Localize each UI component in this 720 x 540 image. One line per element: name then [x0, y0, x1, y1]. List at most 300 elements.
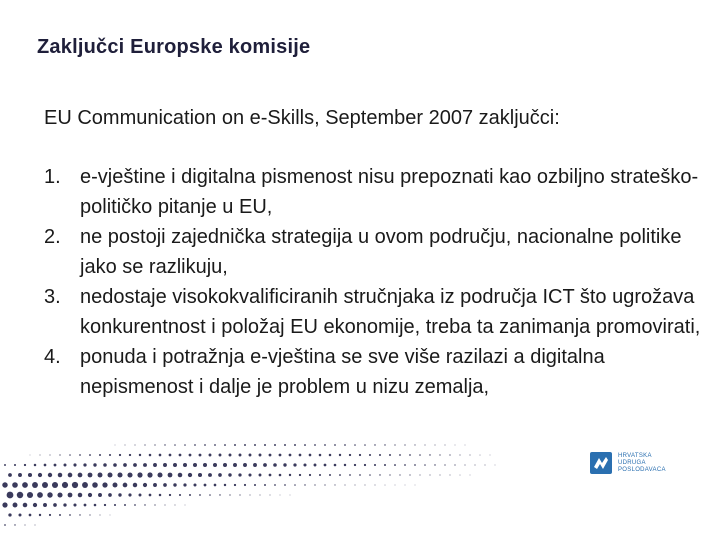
halftone-dot	[279, 474, 282, 477]
halftone-dot	[419, 454, 421, 456]
halftone-dot	[82, 482, 88, 488]
halftone-dot	[113, 463, 117, 467]
halftone-dot	[154, 444, 155, 445]
halftone-dot	[324, 484, 325, 485]
halftone-dot	[274, 484, 276, 486]
halftone-dot	[394, 444, 395, 445]
halftone-dot	[263, 463, 267, 467]
halftone-dot	[32, 482, 38, 488]
halftone-dot	[104, 504, 106, 506]
halftone-dot	[73, 463, 76, 466]
halftone-dot	[329, 474, 331, 476]
halftone-dot	[314, 464, 317, 467]
halftone-dot	[83, 463, 86, 466]
halftone-dot	[254, 484, 256, 486]
halftone-dot	[47, 492, 52, 497]
halftone-dot	[429, 454, 430, 455]
halftone-dot	[92, 482, 98, 488]
halftone-dot	[314, 484, 315, 485]
halftone-dot	[73, 503, 76, 506]
halftone-dot	[143, 483, 147, 487]
halftone-dot	[334, 444, 336, 446]
halftone-dot	[289, 454, 292, 457]
halftone-dot	[299, 474, 301, 476]
halftone-dot	[79, 454, 81, 456]
halftone-dot	[304, 444, 306, 446]
halftone-dot	[464, 464, 465, 465]
halftone-dot	[153, 483, 157, 487]
halftone-dot	[24, 524, 25, 525]
halftone-dot	[29, 514, 32, 517]
halftone-dot	[219, 454, 222, 457]
slide-title: Zaključci Europske komisije	[37, 36, 311, 58]
halftone-dot	[414, 444, 415, 445]
halftone-dot	[460, 475, 461, 476]
halftone-dot	[168, 473, 173, 478]
halftone-dot	[385, 485, 386, 486]
halftone-dot	[110, 515, 111, 516]
list-item-number: 3.	[44, 286, 61, 308]
halftone-dot	[12, 482, 18, 488]
halftone-dot	[129, 454, 131, 456]
halftone-dot	[14, 524, 15, 525]
halftone-dot	[22, 482, 28, 488]
halftone-dot	[139, 454, 141, 456]
halftone-dot	[344, 444, 346, 446]
halftone-dot	[144, 444, 145, 445]
halftone-dot	[384, 464, 386, 466]
halftone-dot	[234, 484, 236, 486]
halftone-dot	[238, 473, 241, 476]
halftone-dot	[183, 463, 187, 467]
halftone-dot	[123, 463, 127, 467]
halftone-dot	[259, 474, 262, 477]
halftone-dot	[134, 444, 135, 445]
halftone-dot	[2, 502, 7, 507]
halftone-dot	[13, 503, 18, 508]
logo-line-3: POSLODAVACA	[618, 466, 666, 473]
halftone-dot	[128, 493, 131, 496]
halftone-dot	[239, 494, 240, 495]
halftone-dot	[208, 473, 212, 477]
halftone-dot	[409, 474, 410, 475]
list-item	[44, 222, 704, 282]
halftone-dot	[405, 485, 406, 486]
halftone-dot	[7, 492, 14, 499]
halftone-dot	[185, 505, 186, 506]
halftone-dot	[404, 444, 405, 445]
halftone-dot	[34, 464, 37, 467]
halftone-dot	[280, 495, 281, 496]
halftone-dot	[169, 494, 171, 496]
halftone-dot	[289, 474, 291, 476]
halftone-dot	[324, 444, 326, 446]
halftone-dot	[33, 503, 37, 507]
halftone-dot	[324, 464, 327, 467]
halftone-dot	[159, 454, 162, 457]
hup-logo-text	[618, 453, 666, 474]
halftone-dot	[8, 473, 12, 477]
list-item	[44, 162, 704, 222]
halftone-dot	[24, 464, 26, 466]
conclusions-list	[44, 162, 704, 402]
halftone-dot	[374, 464, 376, 466]
halftone-dot	[49, 454, 50, 455]
halftone-dot	[48, 473, 52, 477]
list-item-text: nedostaje visokokvalificiranih stručnjaka iz područja ICT što ugrožava konkurentnost i položaj EU ekonomije, treba ta zanimanja promovirati,	[80, 286, 701, 338]
halftone-dot	[44, 464, 47, 467]
halftone-dot	[459, 454, 460, 455]
halftone-dot	[279, 454, 282, 457]
halftone-dot	[329, 454, 332, 457]
halftone-dot	[89, 514, 90, 515]
halftone-dot	[134, 504, 136, 506]
halftone-dot	[233, 463, 237, 467]
halftone-dot	[465, 445, 466, 446]
halftone-dot	[23, 503, 28, 508]
halftone-dot	[309, 454, 312, 457]
halftone-dot	[399, 474, 400, 475]
halftone-dot	[214, 484, 217, 487]
list-item-number: 1.	[44, 166, 61, 188]
halftone-dot	[364, 464, 366, 466]
halftone-dot	[124, 504, 126, 506]
halftone-dot	[389, 454, 391, 456]
halftone-dot	[253, 463, 257, 467]
halftone-dot	[149, 494, 152, 497]
halftone-dot	[169, 454, 172, 457]
halftone-dot	[209, 454, 212, 457]
halftone-dot	[69, 454, 71, 456]
halftone-dot	[219, 494, 220, 495]
halftone-dot	[394, 464, 396, 466]
halftone-dot	[157, 472, 162, 477]
halftone-dot	[344, 484, 345, 485]
halftone-dot	[369, 454, 371, 456]
halftone-dot	[63, 503, 66, 506]
halftone-dot	[133, 483, 137, 487]
halftone-dot	[17, 492, 23, 498]
halftone-dot	[424, 464, 426, 466]
halftone-dot	[183, 483, 186, 486]
halftone-dot	[94, 504, 97, 507]
halftone-dot	[214, 444, 216, 446]
halftone-dot	[273, 463, 277, 467]
list-item	[44, 342, 704, 402]
halftone-dot	[379, 474, 380, 475]
hup-logo-icon	[590, 452, 612, 474]
halftone-dot	[37, 492, 43, 498]
halftone-dot	[154, 504, 155, 505]
halftone-dot	[224, 444, 226, 446]
halftone-dot	[199, 454, 202, 457]
halftone-dot	[259, 454, 262, 457]
halftone-dot	[450, 475, 451, 476]
halftone-dot	[248, 473, 251, 476]
halftone-dot	[2, 482, 7, 487]
halftone-dot	[174, 444, 176, 446]
halftone-dot	[88, 493, 92, 497]
halftone-dot	[38, 473, 42, 477]
halftone-dot	[495, 465, 496, 466]
halftone-dot	[419, 474, 420, 475]
halftone-dot	[490, 455, 491, 456]
halftone-dot	[49, 514, 51, 516]
logo-line-1: HRVATSKA	[618, 452, 652, 459]
halftone-dot	[79, 514, 80, 515]
halftone-dot	[354, 444, 356, 446]
halftone-dot	[415, 485, 416, 486]
halftone-dot	[173, 463, 177, 467]
halftone-dot	[303, 463, 306, 466]
halftone-dot	[198, 473, 202, 477]
list-item-text: e-vještine i digitalna pismenost nisu prepoznati kao ozbiljno strateško-političko pitanje u EU,	[80, 166, 699, 218]
list-item-text: ne postoji zajednička strategija u ovom području, nacionalne politike jako se razlikuju,	[80, 226, 682, 278]
halftone-dot	[349, 454, 351, 456]
halftone-dot	[72, 482, 78, 488]
halftone-dot	[299, 454, 302, 457]
halftone-dot	[290, 495, 291, 496]
list-item-number: 2.	[44, 226, 61, 248]
halftone-dot	[284, 444, 286, 446]
halftone-dot	[114, 504, 116, 506]
halftone-dot	[395, 485, 396, 486]
halftone-dot	[440, 475, 441, 476]
halftone-dot	[78, 493, 83, 498]
halftone-dot	[109, 454, 111, 456]
halftone-dot	[179, 494, 181, 496]
halftone-dot	[115, 445, 116, 446]
halftone-dot	[399, 454, 401, 456]
halftone-dot	[118, 493, 121, 496]
halftone-dot	[414, 464, 416, 466]
halftone-dot	[52, 482, 58, 488]
halftone-dot	[364, 444, 366, 446]
halftone-dot	[144, 504, 145, 505]
halftone-dot	[143, 463, 147, 467]
halftone-dot	[389, 474, 390, 475]
halftone-dot	[137, 472, 142, 477]
halftone-dot	[59, 514, 61, 516]
halftone-dot	[153, 463, 157, 467]
halftone-dot	[189, 454, 192, 457]
halftone-dot	[384, 444, 385, 445]
halftone-dot	[199, 494, 201, 496]
halftone-dot	[475, 465, 476, 466]
halftone-dot	[125, 445, 126, 446]
list-item-text: ponuda i potražnja e-vještina se sve više razilazi a digitalna nepismenost i dalje je problem u nizu zemalja,	[80, 346, 605, 398]
slide-intro: EU Communication on e-Skills, September 2007 zaključci:	[44, 107, 560, 129]
halftone-dot	[164, 504, 165, 505]
halftone-dot	[123, 483, 128, 488]
halftone-dot	[69, 514, 71, 516]
halftone-dot	[164, 444, 165, 445]
halftone-dot	[133, 463, 137, 467]
halftone-dot	[264, 444, 266, 446]
halftone-dot	[163, 483, 167, 487]
halftone-dot	[270, 495, 271, 496]
halftone-dot	[339, 454, 341, 456]
halftone-dot	[189, 494, 191, 496]
halftone-dot	[293, 463, 296, 466]
halftone-dot	[359, 454, 361, 456]
halftone-dot	[119, 454, 121, 456]
halftone-dot	[244, 444, 246, 446]
halftone-dot	[439, 454, 440, 455]
halftone-dot	[43, 503, 47, 507]
halftone-dot	[59, 454, 60, 455]
halftone-dot	[184, 444, 186, 446]
halftone-dot	[243, 463, 247, 467]
halftone-dot	[339, 474, 341, 476]
halftone-dot	[283, 463, 286, 466]
halftone-dot	[454, 464, 455, 465]
halftone-dot	[445, 445, 446, 446]
halftone-dot	[163, 463, 167, 467]
halftone-dot	[359, 474, 361, 476]
halftone-dot	[100, 515, 101, 516]
halftone-dot	[19, 514, 22, 517]
halftone-dot	[102, 482, 107, 487]
halftone-dot	[379, 454, 381, 456]
halftone-dot	[93, 463, 96, 466]
halftone-dot	[103, 463, 107, 467]
halftone-dot	[334, 464, 337, 467]
halftone-dot	[294, 444, 296, 446]
halftone-dot	[204, 484, 207, 487]
halftone-dot	[374, 444, 375, 445]
halftone-dot	[194, 444, 196, 446]
hup-logo	[590, 452, 666, 474]
halftone-dot	[409, 454, 411, 456]
halftone-dot	[470, 475, 471, 476]
halftone-dot	[449, 454, 450, 455]
halftone-dot	[193, 463, 197, 467]
halftone-dot	[188, 473, 192, 477]
halftone-dot	[369, 474, 371, 476]
halftone-dot	[209, 494, 211, 496]
halftone-dot	[42, 482, 48, 488]
halftone-dot	[53, 503, 57, 507]
halftone-dot	[68, 493, 73, 498]
halftone-dot	[175, 505, 176, 506]
halftone-dot	[284, 484, 286, 486]
halftone-dot	[64, 464, 67, 467]
halftone-dot	[309, 474, 311, 476]
halftone-dot	[224, 484, 226, 486]
halftone-dot	[107, 472, 112, 477]
halftone-dot	[404, 464, 406, 466]
halftone-dot	[344, 464, 346, 466]
halftone-dot	[249, 454, 252, 457]
halftone-dot	[218, 473, 222, 477]
halftone-dot	[4, 464, 6, 466]
halftone-dot	[173, 483, 176, 486]
halftone-dot	[239, 454, 242, 457]
halftone-dot	[62, 482, 68, 488]
halftone-dot	[264, 484, 266, 486]
halftone-dot	[147, 472, 152, 477]
halftone-dot	[88, 473, 93, 478]
halftone-dot	[40, 455, 41, 456]
halftone-dot	[260, 495, 261, 496]
halftone-dot	[365, 485, 366, 486]
halftone-dot	[127, 472, 132, 477]
halftone-dot	[149, 454, 152, 457]
list-item	[44, 282, 704, 342]
halftone-dot	[485, 465, 486, 466]
halftone-dot	[244, 484, 246, 486]
halftone-dot	[193, 483, 196, 486]
halftone-dot	[223, 463, 227, 467]
halftone-dot	[319, 454, 322, 457]
halftone-dot	[229, 494, 230, 495]
halftone-dot	[179, 454, 182, 457]
halftone-dot	[228, 473, 231, 476]
halftone-dot	[429, 474, 430, 475]
halftone-dot	[455, 445, 456, 446]
halftone-dot	[269, 474, 272, 477]
halftone-dot	[480, 455, 481, 456]
halftone-dot	[434, 464, 435, 465]
halftone-dot	[68, 473, 73, 478]
halftone-dot	[57, 492, 62, 497]
halftone-dot	[117, 472, 122, 477]
halftone-dot	[229, 454, 232, 457]
halftone-dot	[354, 484, 355, 485]
halftone-dot	[349, 474, 351, 476]
halftone-dot	[470, 455, 471, 456]
halftone-dot	[108, 493, 112, 497]
halftone-dot	[84, 504, 87, 507]
halftone-dot	[8, 513, 11, 516]
halftone-dot	[54, 464, 57, 467]
halftone-dot	[203, 463, 207, 467]
halftone-dot	[89, 454, 91, 456]
halftone-dot	[28, 473, 32, 477]
halftone-dot	[78, 473, 83, 478]
halftone-dot	[113, 483, 118, 488]
halftone-dot	[354, 464, 356, 466]
halftone-dot	[424, 444, 425, 445]
halftone-dot	[294, 484, 296, 486]
halftone-dot	[139, 494, 142, 497]
halftone-dot	[27, 492, 33, 498]
halftone-dot	[213, 463, 217, 467]
halftone-dot	[58, 473, 63, 478]
halftone-dot	[4, 524, 6, 526]
halftone-dot	[98, 473, 103, 478]
halftone-dot	[375, 485, 376, 486]
halftone-dot	[204, 444, 206, 446]
halftone-dot	[254, 444, 256, 446]
halftone-dot	[269, 454, 272, 457]
halftone-dot	[35, 525, 36, 526]
halftone-dot	[444, 464, 445, 465]
halftone-dot	[178, 473, 183, 478]
halftone-dot	[249, 494, 250, 495]
halftone-dot	[435, 445, 436, 446]
logo-line-2: UDRUGA	[618, 459, 646, 466]
halftone-dot	[319, 474, 321, 476]
halftone-dot	[14, 464, 16, 466]
halftone-dot	[30, 455, 31, 456]
list-item-number: 4.	[44, 346, 61, 368]
halftone-dot	[18, 473, 22, 477]
halftone-dot	[98, 493, 102, 497]
halftone-dot	[334, 484, 335, 485]
halftone-dot	[314, 444, 316, 446]
